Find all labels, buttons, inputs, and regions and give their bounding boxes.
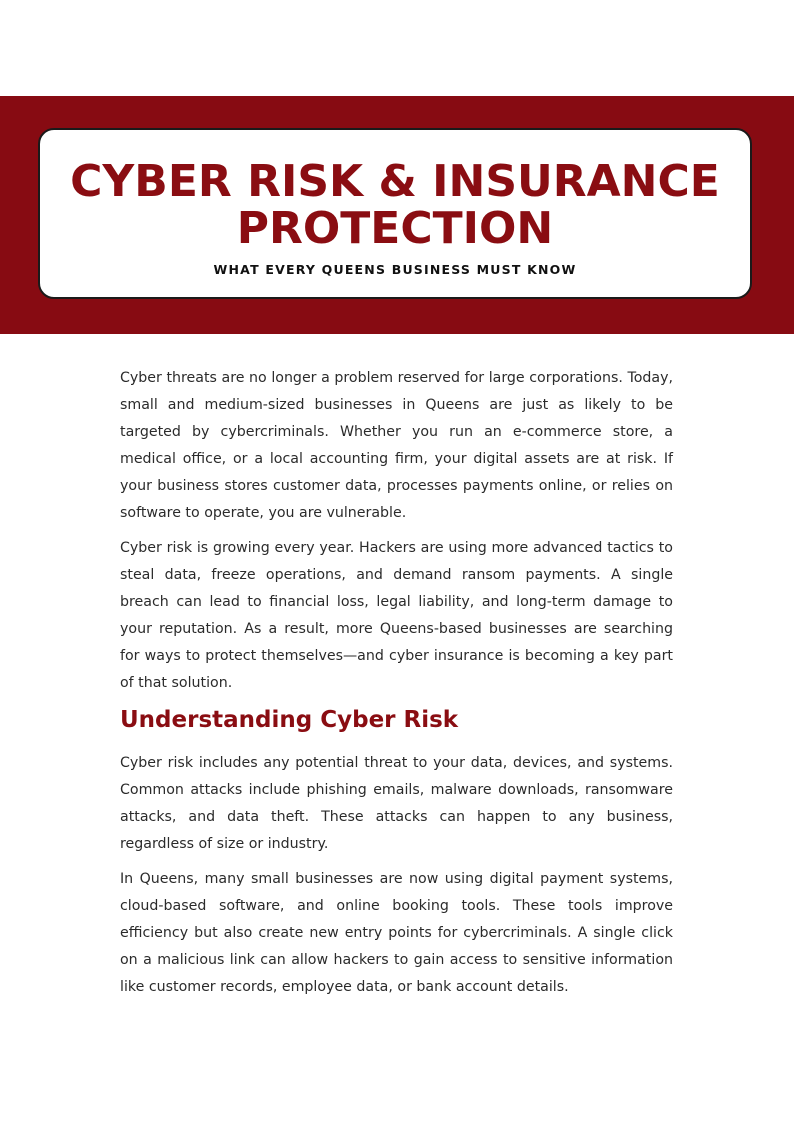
title-card (38, 128, 752, 299)
page-subtitle: WHAT EVERY QUEENS BUSINESS MUST KNOW (213, 262, 577, 277)
article-body (120, 365, 673, 1009)
intro-paragraph-1: Cyber threats are no longer a problem reserved for large corporations. Today, small and medium-sized businesses in Queens are just as likely to be targeted by cybercriminals. Whether you run an e-commerce store, a medical office, or a local accounting firm, your digital assets are at risk. If your business stores customer data, processes payments online, or relies on software to operate, you are vulnerable. (120, 370, 673, 521)
section-heading: Understanding Cyber Risk (120, 707, 459, 733)
section-paragraph-1: Cyber risk includes any potential threat to your data, devices, and systems. Common attacks include phishing emails, malware downloads, ransomware attacks, and data theft. These attacks can happen to any business, regardless of size or industry. (120, 755, 673, 852)
page-title: CYBER RISK & INSURANCE PROTECTION (70, 156, 720, 254)
intro-paragraph-2: Cyber risk is growing every year. Hackers are using more advanced tactics to steal data, freeze operations, and demand ransom payments. A single breach can lead to financial loss, legal liability, and long-term damage to your reputation. As a result, more Queens-based businesses are searching for ways to protect themselves—and cyber insurance is becoming a key part of that solution. (120, 540, 673, 691)
section-paragraph-2: In Queens, many small businesses are now using digital payment systems, cloud-based software, and online booking tools. These tools improve efficiency but also create new entry points for cybercriminals. A single click on a malicious link can allow hackers to gain access to sensitive information like customer records, employee data, or bank account details. (120, 871, 673, 995)
